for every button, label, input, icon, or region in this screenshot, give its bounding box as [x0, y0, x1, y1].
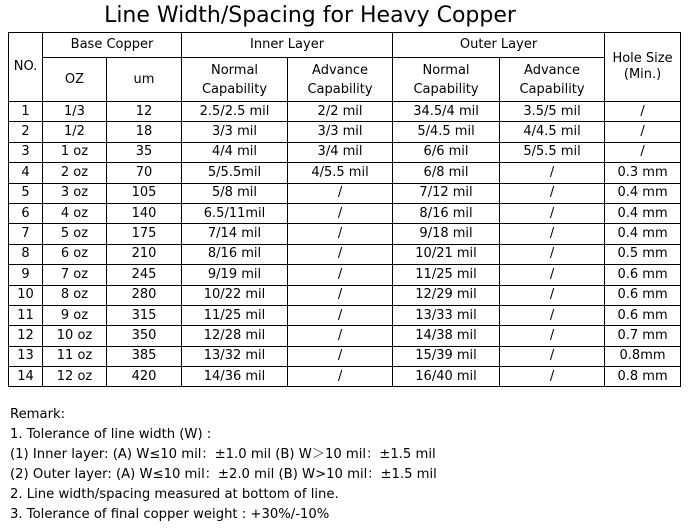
header-inner-normal: [182, 58, 288, 102]
cell-hole: 0.4 mm: [605, 183, 681, 203]
cell-inner-adv: /: [288, 244, 393, 264]
cell-outer-adv: /: [500, 244, 605, 264]
cell-outer-adv: 5/5.5 mil: [500, 142, 605, 162]
header-outer-advance-text: Advance Capability: [519, 62, 585, 97]
page-title: Line Width/Spacing for Heavy Copper: [104, 3, 516, 28]
cell-outer-normal: 8/16 mil: [393, 203, 500, 223]
cell-hole: 0.6 mm: [605, 265, 681, 285]
remark-line: 3. Tolerance of final copper weight : +30%/-10%: [10, 507, 330, 522]
remark-line: 1. Tolerance of line width (W) :: [10, 427, 212, 442]
cell-inner-adv: 3/3 mil: [288, 122, 393, 142]
cell-outer-adv: /: [500, 367, 605, 387]
cell-oz: 12 oz: [43, 367, 107, 387]
table-row: [9, 203, 681, 223]
cell-hole: 0.6 mm: [605, 305, 681, 325]
cell-oz: 7 oz: [43, 265, 107, 285]
header-outer-advance: [500, 58, 605, 102]
header-base-copper: Base Copper: [43, 33, 182, 58]
header-hole-size: [605, 33, 681, 102]
remark-line: (1) Inner layer: (A) W≤10 mil：±1.0 mil (B) W＞10 mil：±1.5 mil: [10, 447, 436, 462]
cell-outer-normal: 11/25 mil: [393, 265, 500, 285]
table-row: [9, 224, 681, 244]
table-row: [9, 265, 681, 285]
cell-inner-adv: /: [288, 346, 393, 366]
cell-outer-normal: 13/33 mil: [393, 305, 500, 325]
cell-no: 3: [9, 142, 43, 162]
cell-inner-normal: 6.5/11mil: [182, 203, 288, 223]
cell-no: 9: [9, 265, 43, 285]
cell-outer-adv: /: [500, 163, 605, 183]
table-row: [9, 244, 681, 264]
header-um: um: [107, 58, 182, 102]
cell-outer-normal: 12/29 mil: [393, 285, 500, 305]
table-row: [9, 326, 681, 346]
cell-inner-normal: 7/14 mil: [182, 224, 288, 244]
cell-inner-normal: 13/32 mil: [182, 346, 288, 366]
cell-outer-normal: 7/12 mil: [393, 183, 500, 203]
header-oz: OZ: [43, 58, 107, 102]
cell-inner-adv: /: [288, 265, 393, 285]
cell-no: 10: [9, 285, 43, 305]
cell-outer-adv: 4/4.5 mil: [500, 122, 605, 142]
cell-um: 210: [107, 244, 182, 264]
cell-inner-normal: 9/19 mil: [182, 265, 288, 285]
cell-hole: /: [605, 122, 681, 142]
cell-um: 420: [107, 367, 182, 387]
cell-oz: 6 oz: [43, 244, 107, 264]
cell-um: 245: [107, 265, 182, 285]
cell-hole: 0.8 mm: [605, 367, 681, 387]
table-row: [9, 367, 681, 387]
cell-no: 4: [9, 163, 43, 183]
cell-hole: 0.6 mm: [605, 285, 681, 305]
cell-outer-adv: /: [500, 285, 605, 305]
cell-hole: 0.8mm: [605, 346, 681, 366]
cell-no: 11: [9, 305, 43, 325]
cell-um: 70: [107, 163, 182, 183]
cell-inner-normal: 2.5/2.5 mil: [182, 102, 288, 122]
remark-line: 2. Line width/spacing measured at bottom of line.: [10, 487, 339, 502]
header-inner-normal-text: Normal Capability: [201, 62, 268, 97]
cell-hole: 0.4 mm: [605, 224, 681, 244]
cell-oz: 2 oz: [43, 163, 107, 183]
cell-inner-adv: 2/2 mil: [288, 102, 393, 122]
cell-inner-adv: 4/5.5 mil: [288, 163, 393, 183]
cell-outer-adv: /: [500, 346, 605, 366]
cell-um: 18: [107, 122, 182, 142]
cell-outer-adv: 3.5/5 mil: [500, 102, 605, 122]
cell-outer-adv: /: [500, 183, 605, 203]
cell-inner-adv: /: [288, 224, 393, 244]
header-inner-advance-text: Advance Capability: [307, 62, 373, 97]
remark-line: (2) Outer layer: (A) W≤10 mil：±2.0 mil (B) W>10 mil：±1.5 mil: [10, 467, 437, 482]
cell-outer-normal: 10/21 mil: [393, 244, 500, 264]
cell-um: 35: [107, 142, 182, 162]
cell-no: 1: [9, 102, 43, 122]
cell-inner-normal: 8/16 mil: [182, 244, 288, 264]
table-row: [9, 163, 681, 183]
cell-outer-normal: 6/6 mil: [393, 142, 500, 162]
header-no: NO.: [9, 33, 43, 102]
cell-outer-adv: /: [500, 265, 605, 285]
cell-inner-normal: 5/8 mil: [182, 183, 288, 203]
cell-um: 280: [107, 285, 182, 305]
cell-outer-normal: 34.5/4 mil: [393, 102, 500, 122]
cell-no: 8: [9, 244, 43, 264]
cell-outer-adv: /: [500, 305, 605, 325]
cell-um: 140: [107, 203, 182, 223]
cell-hole: /: [605, 102, 681, 122]
cell-oz: 1 oz: [43, 142, 107, 162]
cell-outer-normal: 14/38 mil: [393, 326, 500, 346]
cell-no: 5: [9, 183, 43, 203]
cell-inner-normal: 3/3 mil: [182, 122, 288, 142]
cell-inner-adv: /: [288, 305, 393, 325]
header-outer-normal-text: Normal Capability: [413, 62, 479, 97]
header-outer-normal: [393, 58, 500, 102]
table-row: [9, 285, 681, 305]
cell-outer-normal: 15/39 mil: [393, 346, 500, 366]
cell-no: 14: [9, 367, 43, 387]
cell-inner-normal: 5/5.5mil: [182, 163, 288, 183]
remark-heading: Remark:: [10, 407, 66, 422]
cell-oz: 3 oz: [43, 183, 107, 203]
cell-outer-normal: 5/4.5 mil: [393, 122, 500, 142]
cell-no: 6: [9, 203, 43, 223]
cell-hole: 0.7 mm: [605, 326, 681, 346]
table-row: [9, 102, 681, 122]
cell-oz: 11 oz: [43, 346, 107, 366]
cell-inner-adv: /: [288, 367, 393, 387]
cell-inner-adv: /: [288, 285, 393, 305]
header-outer-layer: Outer Layer: [393, 33, 605, 58]
header-hole-size-text: Hole Size (Min.): [612, 51, 673, 82]
cell-oz: 1/3: [43, 102, 107, 122]
cell-hole: 0.4 mm: [605, 203, 681, 223]
cell-um: 105: [107, 183, 182, 203]
table-row: [9, 183, 681, 203]
cell-inner-adv: /: [288, 203, 393, 223]
cell-outer-adv: /: [500, 326, 605, 346]
table-row: [9, 305, 681, 325]
cell-inner-adv: 3/4 mil: [288, 142, 393, 162]
table-row: [9, 142, 681, 162]
cell-no: 13: [9, 346, 43, 366]
table-row: [9, 122, 681, 142]
cell-hole: 0.5 mm: [605, 244, 681, 264]
cell-inner-normal: 4/4 mil: [182, 142, 288, 162]
cell-inner-normal: 11/25 mil: [182, 305, 288, 325]
cell-inner-normal: 12/28 mil: [182, 326, 288, 346]
table-row: [9, 346, 681, 366]
cell-no: 7: [9, 224, 43, 244]
header-inner-layer: Inner Layer: [182, 33, 393, 58]
cell-oz: 8 oz: [43, 285, 107, 305]
cell-inner-normal: 10/22 mil: [182, 285, 288, 305]
cell-oz: 1/2: [43, 122, 107, 142]
cell-outer-normal: 9/18 mil: [393, 224, 500, 244]
cell-oz: 4 oz: [43, 203, 107, 223]
cell-no: 2: [9, 122, 43, 142]
cell-um: 12: [107, 102, 182, 122]
cell-inner-normal: 14/36 mil: [182, 367, 288, 387]
cell-oz: 9 oz: [43, 305, 107, 325]
cell-hole: 0.3 mm: [605, 163, 681, 183]
cell-um: 385: [107, 346, 182, 366]
cell-outer-normal: 6/8 mil: [393, 163, 500, 183]
table-body: [9, 102, 681, 387]
cell-outer-adv: /: [500, 203, 605, 223]
cell-inner-adv: /: [288, 183, 393, 203]
cell-hole: /: [605, 142, 681, 162]
cell-no: 12: [9, 326, 43, 346]
cell-oz: 10 oz: [43, 326, 107, 346]
cell-um: 350: [107, 326, 182, 346]
cell-oz: 5 oz: [43, 224, 107, 244]
cell-outer-normal: 16/40 mil: [393, 367, 500, 387]
cell-um: 315: [107, 305, 182, 325]
cell-outer-adv: /: [500, 224, 605, 244]
header-inner-advance: [288, 58, 393, 102]
cell-inner-adv: /: [288, 326, 393, 346]
remarks-section: [10, 405, 680, 525]
cell-um: 175: [107, 224, 182, 244]
heavy-copper-table: [8, 32, 681, 387]
